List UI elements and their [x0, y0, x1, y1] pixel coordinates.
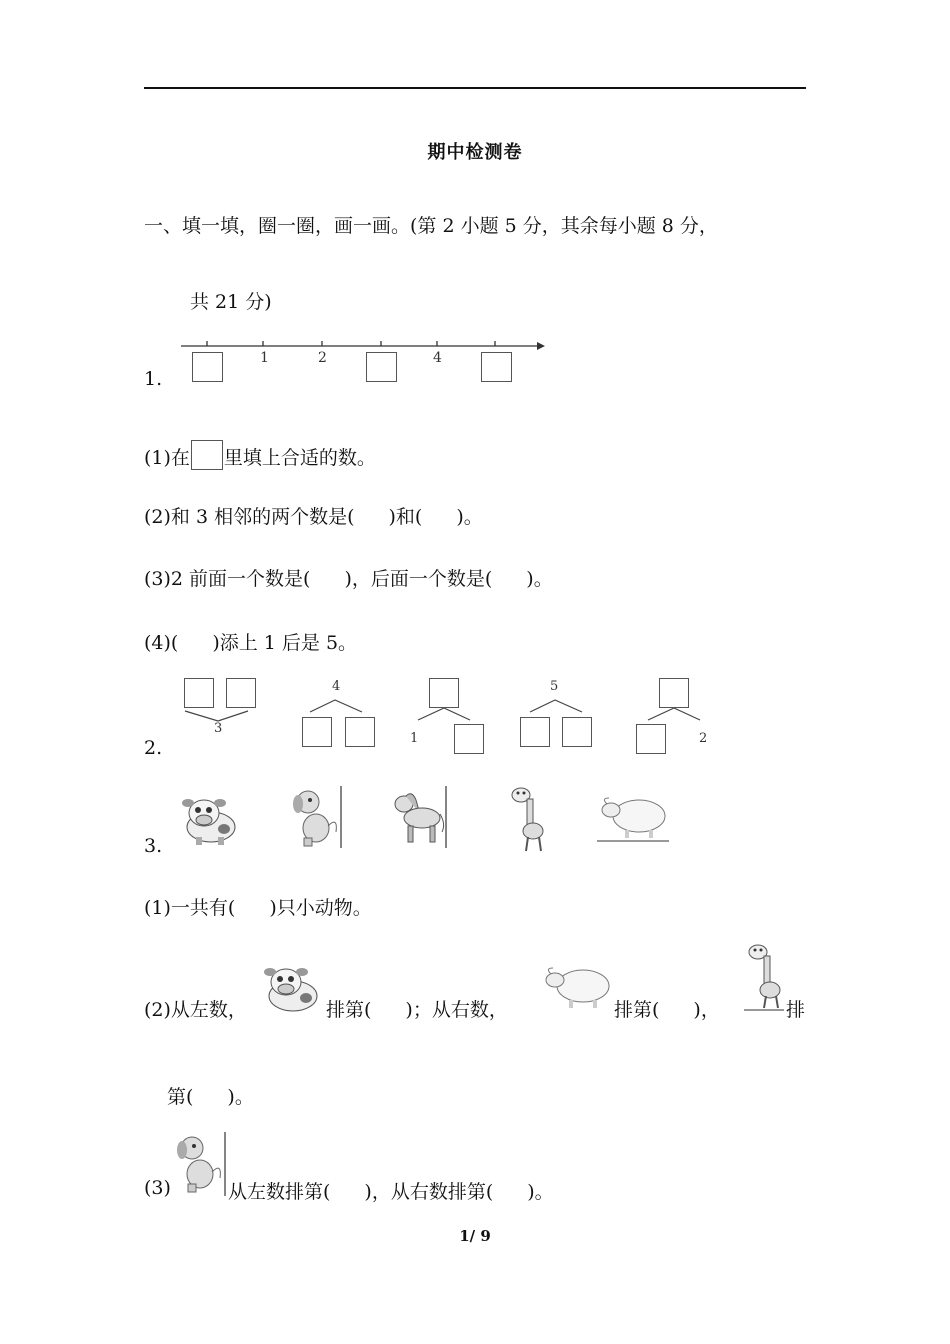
tick-label: 1: [260, 350, 269, 366]
q1-part1: (1)在 里填上合适的数。: [144, 440, 376, 470]
tick-label: 2: [318, 350, 327, 366]
q1-part2: (2)和 3 相邻的两个数是( )和( )。: [144, 506, 483, 528]
bond-number: 1: [410, 731, 419, 746]
dog-icon: [174, 1132, 228, 1196]
bond-answer-box[interactable]: [184, 678, 214, 708]
bond-answer-box[interactable]: [659, 678, 689, 708]
q1-part3: (3)2 前面一个数是( )，后面一个数是( )。: [144, 568, 553, 590]
page-title: 期中检测卷: [427, 142, 523, 163]
sheep-icon: [541, 962, 615, 1014]
bond-number: 2: [699, 731, 708, 746]
giraffe-icon: [744, 942, 786, 1014]
q3-part3-b: 从左数排第( )，从右数排第( )。: [228, 1181, 554, 1203]
bond-number: 4: [332, 679, 341, 694]
bond-answer-box[interactable]: [520, 717, 550, 747]
q1-number: 1.: [144, 368, 163, 390]
section-heading-cont: 共 21 分): [190, 291, 272, 313]
cow-icon: [260, 962, 326, 1016]
bond-answer-box[interactable]: [454, 724, 484, 754]
page-number: 1/ 9: [459, 1227, 491, 1245]
bond-answer-box[interactable]: [226, 678, 256, 708]
bond-number: 5: [550, 679, 559, 694]
bond-number: 3: [214, 721, 223, 736]
number-line-answer-box[interactable]: [366, 352, 397, 382]
section-heading: 一、填一填，圈一圈，画一画。(第 2 小题 5 分，其余每小题 8 分，: [144, 215, 718, 237]
q3-part2-b: 排第( )；从右数，: [326, 999, 508, 1021]
sheep-icon: [597, 792, 671, 844]
q3-part2-d: 排: [786, 999, 806, 1021]
tick-label: 4: [433, 350, 442, 366]
q3-part2-e: 第( )。: [167, 1086, 254, 1108]
bond-answer-box[interactable]: [429, 678, 459, 708]
q3-part3-a: (3): [144, 1177, 171, 1199]
bond-answer-box[interactable]: [345, 717, 375, 747]
q1-part4: (4)( )添上 1 后是 5。: [144, 632, 358, 654]
bond-answer-box[interactable]: [636, 724, 666, 754]
inline-box-icon: [191, 440, 223, 470]
q3-part1: (1)一共有( )只小动物。: [144, 897, 372, 919]
dog-icon: [290, 786, 344, 848]
top-rule: [144, 87, 806, 89]
bond-answer-box[interactable]: [562, 717, 592, 747]
giraffe-icon: [503, 785, 549, 853]
q3-number: 3.: [144, 835, 163, 857]
number-line-answer-box[interactable]: [481, 352, 512, 382]
horse-icon: [390, 786, 450, 848]
q2-number: 2.: [144, 737, 163, 759]
cow-icon: [178, 793, 244, 847]
bond-answer-box[interactable]: [302, 717, 332, 747]
number-line-answer-box[interactable]: [192, 352, 223, 382]
q3-part2-c: 排第( )，: [614, 999, 720, 1021]
q3-part2-a: (2)从左数，: [144, 999, 247, 1021]
